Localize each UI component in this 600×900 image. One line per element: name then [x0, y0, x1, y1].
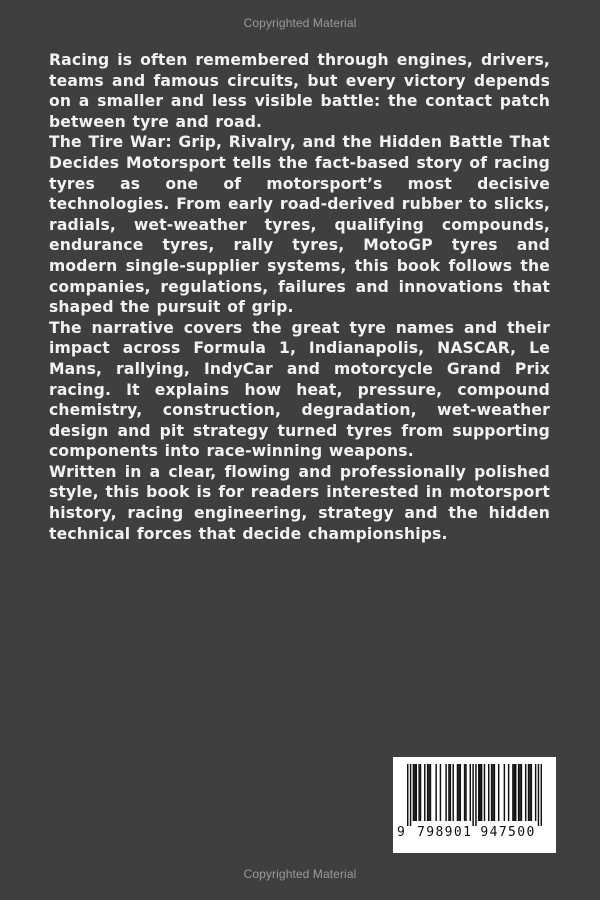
barcode-bar	[410, 764, 411, 826]
barcode-bar	[528, 764, 529, 821]
barcode-bar	[428, 764, 429, 821]
blurb-paragraph-1: Racing is often remembered through engines, drivers, teams and famous circuits, but every victory depends on a smaller and less visible battle: the contact patch between tyre and road.	[49, 51, 550, 131]
barcode-bar	[440, 764, 441, 821]
barcode-digits	[397, 825, 553, 840]
barcode-bar	[541, 764, 542, 826]
barcode-bar	[515, 764, 516, 821]
isbn-barcode	[393, 757, 556, 853]
barcode-bar	[488, 764, 489, 821]
barcode-bar	[529, 764, 530, 821]
blurb-paragraph-2: The Tire War: Grip, Rivalry, and the Hidden Battle That Decides Motorsport tells the fact-based story of racing tyres as one of motorsport’s most decisive technologies. From early road-derived rubber to slicks, radials, wet-weather tyres, qualifying compounds, endurance tyres, rally tyres, MotoGP tyres and modern single-supplier systems, this book follows the companies, regulations, failures and innovations that shaped the pursuit of grip.	[49, 133, 550, 317]
barcode-bar	[479, 764, 480, 821]
barcode-bar	[484, 764, 485, 821]
barcode-bar	[427, 764, 428, 821]
barcode-bar	[519, 764, 520, 821]
barcode-bar	[424, 764, 425, 821]
barcode-bar	[458, 764, 459, 821]
barcode-bar	[508, 764, 509, 821]
barcode-bars	[407, 764, 542, 826]
copyright-watermark-top: Copyrighted Material	[243, 16, 357, 30]
barcode-bar	[475, 764, 476, 826]
barcode-bar	[420, 764, 421, 821]
barcode-bar	[514, 764, 515, 821]
barcode-bar	[512, 764, 513, 821]
blurb-paragraph-3: The narrative covers the great tyre names and their impact across Formula 1, Indianapolis, NASCAR, Le Mans, rallying, IndyCar and motorcycle Grand Prix racing. It explains how heat, pressure, compound chemistry, construction, degradation, wet-weather design and pit strategy turned tyres from supporting components into race-winning weapons.	[49, 318, 550, 461]
barcode-bar	[472, 764, 473, 826]
barcode-right-group: 947500	[480, 825, 536, 840]
barcode-bar	[430, 764, 431, 821]
barcode-bar	[414, 764, 415, 821]
barcode-bar	[465, 764, 466, 821]
barcode-bar	[416, 764, 417, 821]
barcode-bar	[498, 764, 499, 821]
barcode-bar	[448, 764, 449, 821]
barcode-bar	[457, 764, 458, 821]
barcode-bar	[525, 764, 526, 821]
barcode-bar	[494, 764, 495, 821]
barcode-bar	[470, 764, 471, 821]
barcode-bar	[531, 764, 532, 821]
barcode-bar	[492, 764, 493, 821]
barcode-bar	[464, 764, 465, 821]
barcode-bar	[521, 764, 522, 821]
barcode-bar	[435, 764, 436, 821]
barcode-bar	[445, 764, 446, 821]
back-cover-blurb	[49, 50, 550, 544]
copyright-watermark-bottom: Copyrighted Material	[243, 867, 357, 881]
blurb-paragraph-4: Written in a clear, flowing and professionally polished style, this book is for readers interested in motorsport history, racing engineering, strategy and the hidden technical forces that decide championships.	[49, 462, 550, 543]
barcode-bar	[418, 764, 419, 821]
barcode-bar	[491, 764, 492, 821]
barcode-bar	[504, 764, 505, 821]
barcode-bar	[452, 764, 453, 821]
barcode-bar	[481, 764, 482, 821]
barcode-bar	[478, 764, 479, 821]
barcode-bar	[535, 764, 536, 821]
barcode-bar	[518, 764, 519, 821]
barcode-bar	[460, 764, 461, 821]
barcode-bar	[413, 764, 414, 821]
barcode-bar	[538, 764, 539, 826]
barcode-left-group: 798901	[417, 825, 473, 840]
barcode-bar	[450, 764, 451, 821]
barcode-lead-digit: 9	[397, 825, 405, 840]
barcode-bar	[407, 764, 408, 826]
